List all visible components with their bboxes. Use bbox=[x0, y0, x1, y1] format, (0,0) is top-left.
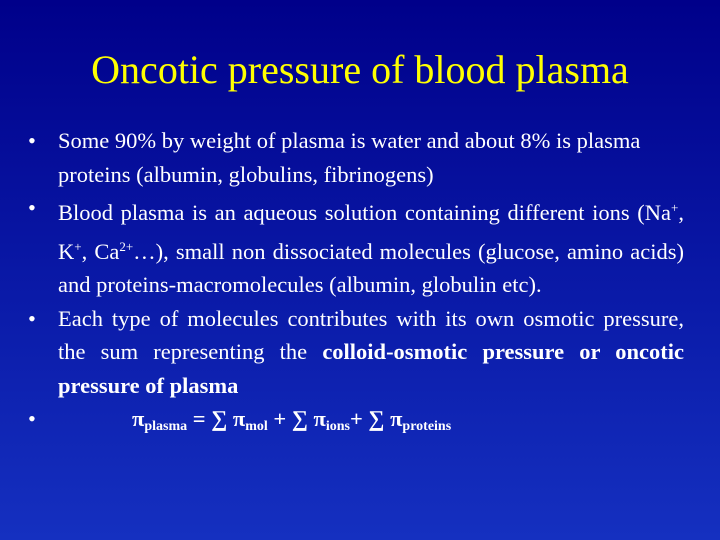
bullet-text: Each type of molecules contributes with its own osmotic pressure, the sum representing the colloid-osmotic pressure or oncotic pressure of plasma bbox=[58, 305, 684, 398]
bullet-text: Some 90% by weight of plasma is water and about 8% is plasma proteins (albumin, globulins, fibrinogens) bbox=[58, 128, 641, 187]
bullet-marker: • bbox=[28, 128, 36, 153]
bullet-text: Blood plasma is an aqueous solution containing different ions (Na+, K+, $Ca^{2+}\dots$), small non dissociated molecules (glucose, amino acids) and proteins-macromolecules (albumin, globulin etc). bbox=[58, 200, 685, 297]
slide-title: Oncotic pressure of blood plasma bbox=[91, 47, 629, 92]
bullet-list bbox=[28, 124, 684, 444]
bullet-marker: • bbox=[28, 195, 36, 220]
oncotic-pressure-formula: $\pi_{plasma}$ = ∑ $\pi_{mol}$ + ∑ $\pi_{ions}+$ ∑ $\pi_{proteins}$ bbox=[132, 406, 452, 434]
bullet-item-formula bbox=[28, 402, 684, 444]
bullet-item-plasma-composition bbox=[28, 124, 684, 191]
bullet-item-aqueous-solution bbox=[28, 191, 684, 302]
bullet-marker: • bbox=[28, 305, 36, 331]
bold-term: colloid-osmotic pressure or oncotic pressure of plasma bbox=[58, 339, 684, 398]
bullet-item-osmotic-contribution bbox=[28, 302, 684, 403]
bullet-marker: • bbox=[28, 406, 36, 431]
